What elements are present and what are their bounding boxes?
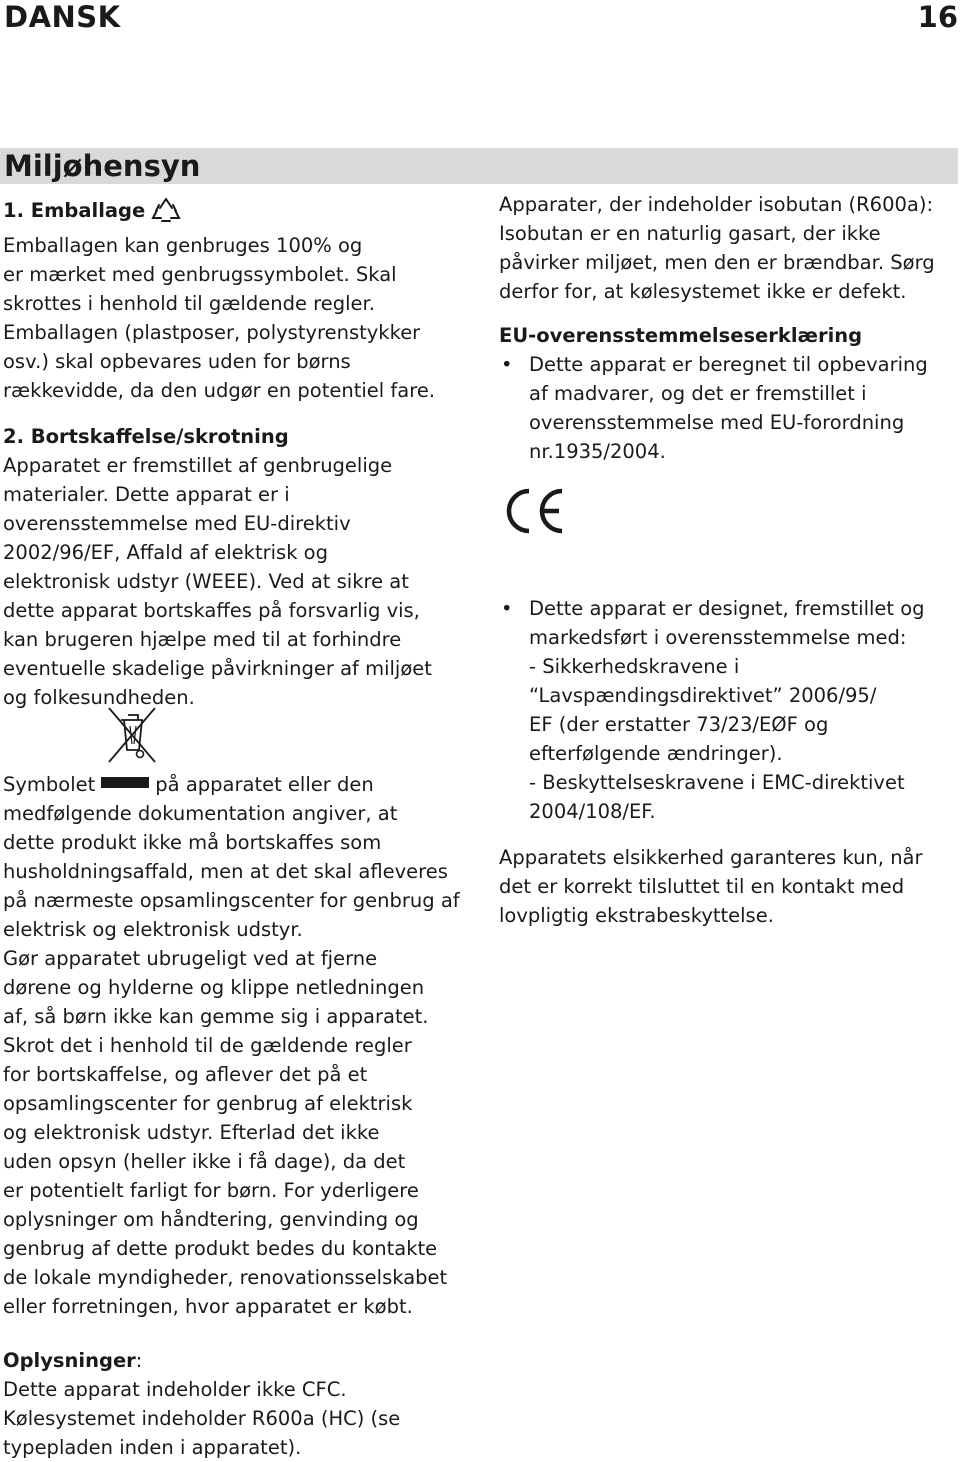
paragraph-isobutan: Apparater, der indeholder isobutan (R600a): Isobutan er en naturlig gasart, der ikke påvirker miljøet, men den er brændbar. Sørg derfor for, at kølesystemet ikke er defekt. <box>499 193 935 303</box>
page-header <box>0 0 960 36</box>
left-column <box>3 196 473 1321</box>
bullet-food-contact <box>499 350 959 466</box>
oplysninger-text: Dette apparat indeholder ikke CFC. Kølesystemet indeholder R600a (HC) (se typepladen inden i apparatet). <box>3 1378 401 1459</box>
heading-emballage-text: 1. Emballage <box>3 199 146 222</box>
symbol-pre-text: Symbolet <box>3 773 96 796</box>
bullet-food-contact-text: Dette apparat er beregnet til opbevaring af madvarer, og det er fremstillet i overensstemmelse med EU-forordning nr.1935/2004. <box>529 353 928 463</box>
weee-symbol <box>3 712 473 770</box>
crossed-out-wheelie-bin-icon <box>103 706 159 764</box>
weee-bar-mark <box>101 777 149 788</box>
page-number: 16 <box>917 0 958 34</box>
bullet-mark: • <box>501 597 513 620</box>
recycle-icon <box>151 197 181 231</box>
bullet-conformity-text: Dette apparat er designet, fremstillet og markedsført i overensstemmelse med: - Sikkerhedskravene i “Lavspændingsdirektivet” 2006/95/ EF (der erstatter 73/23/EØF og efterfølgende ændringer). - Beskyttelseskravene i EMC-direktivet 2004/108/EF. <box>529 597 925 823</box>
heading-bortskaffelse: 2. Bortskaffelse/skrotning <box>3 425 289 448</box>
section-title-bar <box>0 148 958 184</box>
right-column <box>499 190 959 930</box>
header-language: DANSK <box>4 0 121 34</box>
paragraph-weee: medfølgende dokumentation angiver, at dette produkt ikke må bortskaffes som husholdningsaffald, men at det skal afleveres på nærmeste opsamlingscenter for genbrug af elektrisk og elektronisk udstyr. Gør apparatet ubrugeligt ved at fjerne dørene og hylderne og klippe netledningen af, så børn ikke kan gemme sig i apparatet. Skrot det i henhold til de gældende regler for bortskaffelse, og aflever det på et opsamlingscenter for genbrug af elektrisk og elektronisk udstyr. Efterlad det ikke uden opsyn (heller ikke i få dage), da det er potentielt farligt for børn. For yderligere oplysninger om håndtering, genvinding og genbrug af dette produkt bedes du kontakte de lokale myndigheder, renovationsselskabet eller forretningen, hvor apparatet er købt. <box>3 802 460 1318</box>
symbol-post-text: på apparatet eller den <box>155 773 374 796</box>
symbol-line <box>3 770 473 799</box>
paragraph-electrical-safety: Apparatets elsikkerhed garanteres kun, når det er korrekt tilsluttet til en kontakt med lovpligtig ekstrabeskyttelse. <box>499 846 923 927</box>
heading-eu-declaration: EU-overensstemmelseserklæring <box>499 324 863 347</box>
oplysninger-note <box>3 1346 473 1462</box>
heading-emballage <box>3 196 473 231</box>
section-title: Miljøhensyn <box>4 149 201 183</box>
paragraph-emballage: Emballagen kan genbruges 100% og er mærket med genbrugssymbolet. Skal skrottes i henhold til gældende regler. Emballagen (plastposer, polystyrenstykker osv.) skal opbevares uden for børns rækkevidde, da den udgør en potentiel fare. <box>3 234 436 402</box>
bullet-conformity <box>499 594 959 826</box>
bullet-mark: • <box>501 353 513 376</box>
ce-mark <box>499 466 959 594</box>
oplysninger-label: Oplysninger <box>3 1349 136 1372</box>
oplysninger-colon: : <box>135 1349 143 1372</box>
paragraph-bortskaffelse: Apparatet er fremstillet af genbrugelige materialer. Dette apparat er i overensstemmelse med EU-direktiv 2002/96/EF, Affald af elektrisk og elektronisk udstyr (WEEE). Ved at sikre at dette apparat bortskaffes på forsvarlig vis, kan brugeren hjælpe med til at forhindre eventuelle skadelige påvirkninger af miljøet og folkesundheden. <box>3 454 432 709</box>
ce-mark-icon <box>499 486 569 536</box>
oplysninger-heading <box>3 1346 473 1375</box>
